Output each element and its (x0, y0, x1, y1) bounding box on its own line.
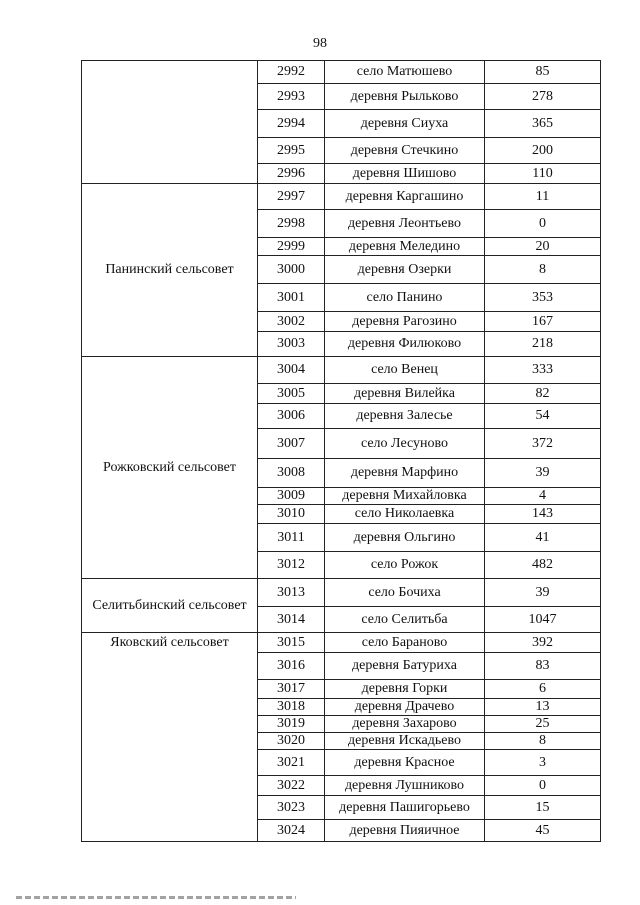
settlement-name: деревня Пашигорьево (325, 796, 485, 820)
settlement-number: 3002 (258, 312, 325, 332)
population-value: 11 (485, 184, 601, 210)
settlement-number: 2992 (258, 61, 325, 84)
population-value: 41 (485, 524, 601, 552)
settlement-name: деревня Каргашино (325, 184, 485, 210)
settlement-number: 3013 (258, 579, 325, 607)
settlement-name: деревня Михайловка (325, 488, 485, 505)
settlement-number: 2999 (258, 238, 325, 256)
population-value: 3 (485, 750, 601, 776)
settlement-number: 2993 (258, 84, 325, 110)
settlement-name: деревня Озерки (325, 256, 485, 284)
settlement-number: 3021 (258, 750, 325, 776)
settlement-number: 2998 (258, 210, 325, 238)
population-value: 278 (485, 84, 601, 110)
settlement-name: деревня Залесье (325, 404, 485, 429)
population-value: 39 (485, 459, 601, 488)
settlement-name: село Венец (325, 357, 485, 384)
settlement-name: село Лесуново (325, 429, 485, 459)
population-value: 83 (485, 653, 601, 680)
settlement-name: деревня Сиуха (325, 110, 485, 138)
settlement-number: 3017 (258, 680, 325, 699)
population-value: 353 (485, 284, 601, 312)
settlement-number: 3008 (258, 459, 325, 488)
settlement-number: 3009 (258, 488, 325, 505)
population-value: 13 (485, 699, 601, 716)
settlement-number: 3005 (258, 384, 325, 404)
settlement-name: село Матюшево (325, 61, 485, 84)
settlement-name: деревня Шишово (325, 164, 485, 184)
settlement-name: деревня Лушниково (325, 776, 485, 796)
page-number: 98 (313, 36, 327, 51)
settlement-number: 3016 (258, 653, 325, 680)
settlement-number: 3011 (258, 524, 325, 552)
population-value: 0 (485, 210, 601, 238)
scan-edge-artifact (16, 896, 296, 899)
settlement-number: 3018 (258, 699, 325, 716)
settlement-number: 3019 (258, 716, 325, 733)
settlement-number: 2996 (258, 164, 325, 184)
settlement-number: 3015 (258, 633, 325, 653)
settlement-name: деревня Леонтьево (325, 210, 485, 238)
settlement-name: деревня Филюково (325, 332, 485, 357)
population-value: 25 (485, 716, 601, 733)
population-value: 372 (485, 429, 601, 459)
population-value: 6 (485, 680, 601, 699)
table-row (82, 633, 601, 653)
settlement-number: 3004 (258, 357, 325, 384)
council-name-panino: Панинский сельсовет (82, 184, 258, 357)
settlement-name: село Николаевка (325, 505, 485, 524)
settlement-number: 3001 (258, 284, 325, 312)
settlement-number: 2997 (258, 184, 325, 210)
population-value: 110 (485, 164, 601, 184)
settlement-number: 3000 (258, 256, 325, 284)
settlement-number: 3024 (258, 820, 325, 842)
population-value: 8 (485, 733, 601, 750)
settlement-number: 3006 (258, 404, 325, 429)
settlement-number: 3010 (258, 505, 325, 524)
population-value: 392 (485, 633, 601, 653)
settlement-name: деревня Драчево (325, 699, 485, 716)
table-row (82, 357, 601, 384)
settlement-name: село Селитьба (325, 607, 485, 633)
table-row (82, 61, 601, 84)
population-value: 45 (485, 820, 601, 842)
population-value: 54 (485, 404, 601, 429)
settlement-name: деревня Батуриха (325, 653, 485, 680)
settlement-number: 3022 (258, 776, 325, 796)
settlement-number: 2995 (258, 138, 325, 164)
population-value: 482 (485, 552, 601, 579)
population-value: 15 (485, 796, 601, 820)
population-value: 39 (485, 579, 601, 607)
settlement-number: 2994 (258, 110, 325, 138)
population-value: 8 (485, 256, 601, 284)
population-value: 143 (485, 505, 601, 524)
settlement-name: деревня Стечкино (325, 138, 485, 164)
settlement-number: 3007 (258, 429, 325, 459)
settlements-table (81, 60, 601, 842)
population-value: 167 (485, 312, 601, 332)
settlement-name: село Бочиха (325, 579, 485, 607)
population-value: 333 (485, 357, 601, 384)
settlement-name: деревня Ольгино (325, 524, 485, 552)
settlement-name: деревня Рагозино (325, 312, 485, 332)
council-cell-continued (82, 61, 258, 184)
settlement-number: 3020 (258, 733, 325, 750)
council-name-yakovo: Яковский сельсовет (82, 633, 258, 842)
settlement-number: 3003 (258, 332, 325, 357)
settlement-name: деревня Пияичное (325, 820, 485, 842)
settlement-name: деревня Рыльково (325, 84, 485, 110)
settlement-name: деревня Марфино (325, 459, 485, 488)
council-name-rozhok: Рожковский сельсовет (82, 357, 258, 579)
settlement-name: деревня Искадьево (325, 733, 485, 750)
settlement-number: 3014 (258, 607, 325, 633)
population-value: 20 (485, 238, 601, 256)
population-value: 365 (485, 110, 601, 138)
population-value: 4 (485, 488, 601, 505)
settlement-name: село Рожок (325, 552, 485, 579)
population-value: 218 (485, 332, 601, 357)
settlement-number: 3012 (258, 552, 325, 579)
settlement-name: село Панино (325, 284, 485, 312)
population-value: 200 (485, 138, 601, 164)
settlement-number: 3023 (258, 796, 325, 820)
table-row (82, 579, 601, 607)
settlement-name: деревня Захарово (325, 716, 485, 733)
table-row (82, 184, 601, 210)
settlement-name: деревня Горки (325, 680, 485, 699)
population-value: 1047 (485, 607, 601, 633)
population-value: 0 (485, 776, 601, 796)
settlement-name: деревня Вилейка (325, 384, 485, 404)
settlement-name: деревня Меледино (325, 238, 485, 256)
settlement-name: село Бараново (325, 633, 485, 653)
population-value: 85 (485, 61, 601, 84)
population-value: 82 (485, 384, 601, 404)
settlement-name: деревня Красное (325, 750, 485, 776)
council-name-selitba: Селитьбинский сельсовет (82, 579, 258, 633)
